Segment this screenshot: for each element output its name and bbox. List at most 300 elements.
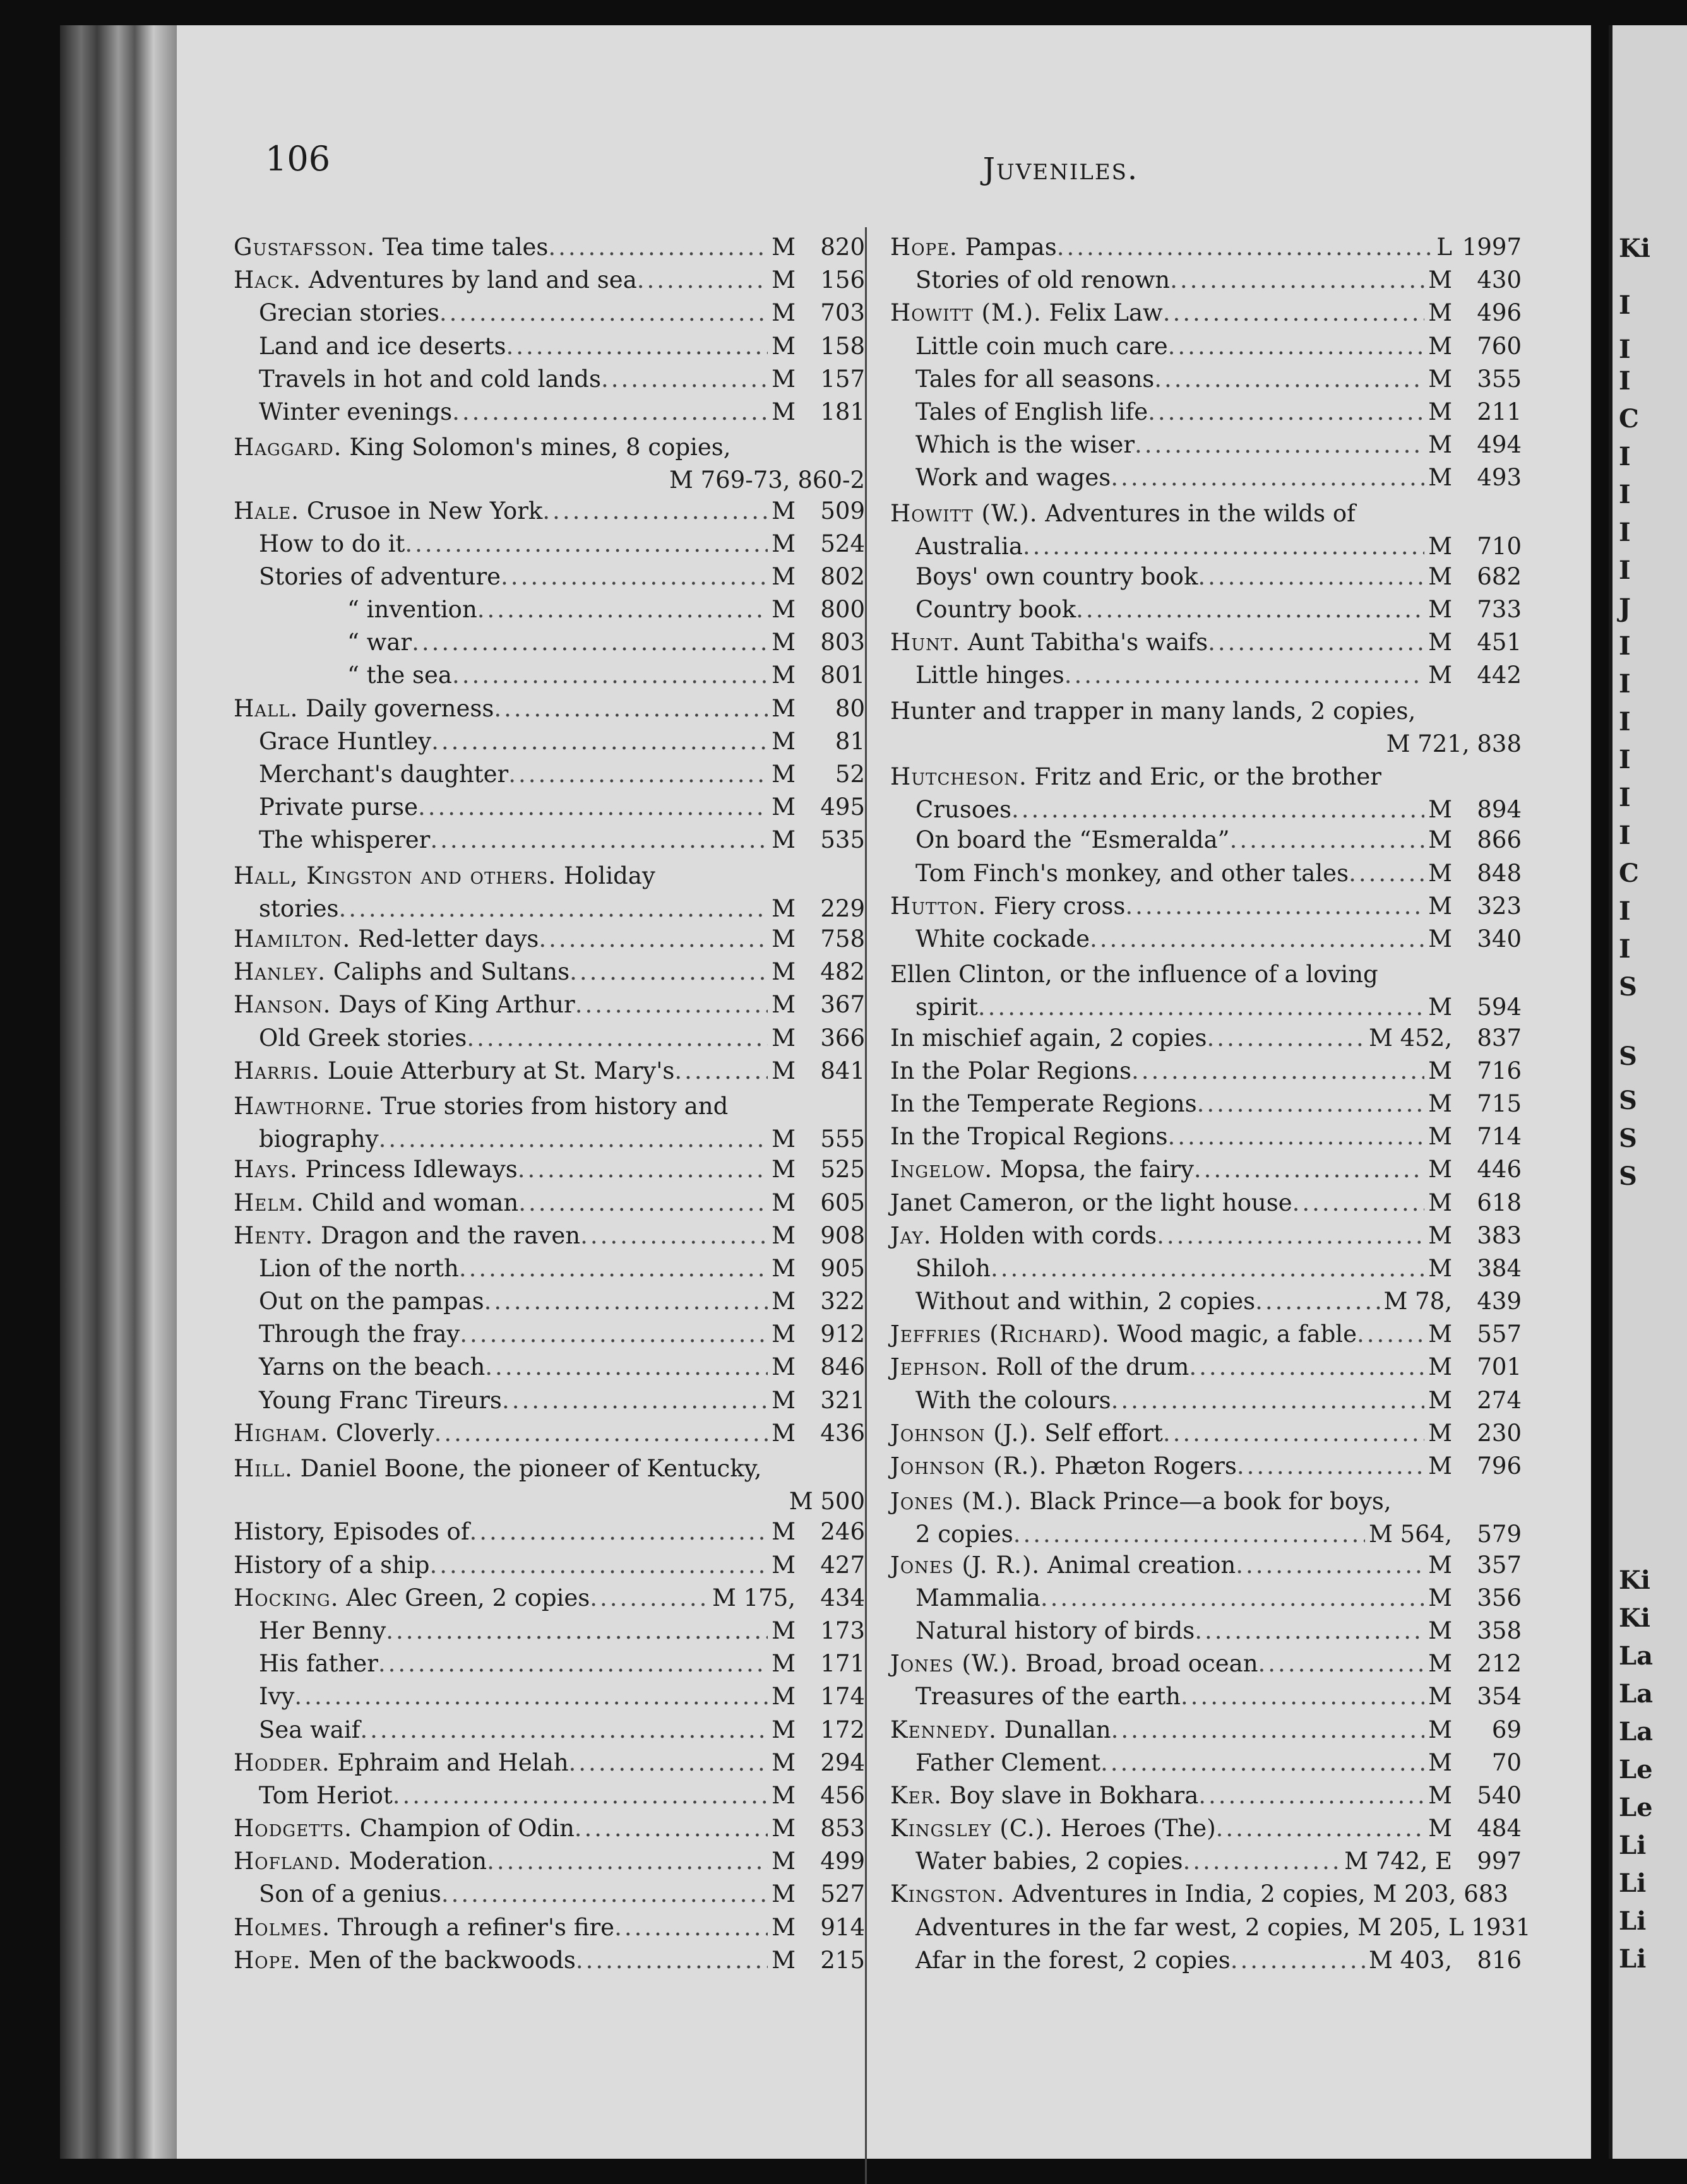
entry-number: 527 [820,1880,865,1908]
dot-leader [429,1552,768,1579]
adjacent-page-letter: S [1619,972,1637,1002]
entry-number: 912 [820,1320,865,1348]
entry-title: Through a refiner's fire [337,1913,615,1941]
entry-title: On board the “Esmeralda” [915,826,1230,854]
entry-location: M [1428,1551,1452,1579]
entry-location: M 78, [1383,1288,1452,1315]
entry-location: M [1428,994,1452,1021]
entry-number: 618 [1477,1189,1522,1216]
catalog-entry [890,695,1522,761]
entry-number: 525 [820,1156,865,1184]
dot-leader [378,1650,768,1677]
catalog-entry [234,826,865,859]
entry-text [890,1552,1236,1579]
entry-text [890,1782,1198,1809]
entry-location: M [772,629,796,656]
entry-number: 714 [1477,1123,1522,1151]
entry-location: M [772,1650,796,1678]
catalog-entry [890,1452,1522,1485]
catalog-entry [890,1255,1522,1288]
catalog-entry [890,464,1522,497]
entry-text [347,596,477,623]
adjacent-page-letter: I [1619,896,1631,926]
catalog-entry [890,1947,1522,1979]
entry-title-continued: Australia [915,532,1023,560]
entry-continuation [890,991,1522,1024]
catalog-entry [234,695,865,728]
catalog-entry [234,1189,865,1222]
entry-first-line [234,860,865,893]
entry-title: Work and wages [915,464,1111,492]
entry-location: M [1428,1452,1452,1480]
entry-text [890,1320,1357,1348]
entry-location: M 175, [712,1584,796,1611]
dot-leader [978,991,1424,1024]
dot-leader [1197,1090,1425,1117]
entry-number: 70 [1491,1748,1522,1776]
entry-text [890,1156,1194,1183]
entry-first-line [890,497,1522,530]
catalog-entry [234,1914,865,1947]
entry-title: Cloverly [335,1419,434,1447]
dot-leader [294,1683,768,1710]
entry-text [259,1716,360,1743]
entry-title: Fritz and Eric, or the brother [1034,763,1381,791]
dot-leader [1090,925,1424,953]
catalog-entry [890,893,1522,925]
dot-leader [1236,1552,1424,1579]
entry-location: M [772,1683,796,1711]
adjacent-page-letter: Le [1619,1755,1653,1784]
entry-location: M [772,894,796,922]
entry-location: M [772,925,796,953]
entry-location: M [772,761,796,788]
entry-text [890,234,1057,261]
dot-leader [434,1420,768,1447]
catalog-entry [890,761,1522,826]
entry-location: M [772,727,796,755]
adjacent-page-letter: I [1619,821,1631,850]
entry-location: M [772,530,796,557]
entry-author: Ker. [890,1781,942,1809]
entry-number: 384 [1477,1254,1522,1282]
entry-location: M [1428,431,1452,459]
adjacent-page-letter: Li [1619,1831,1647,1860]
entry-location: M [1428,662,1452,689]
entry-location: M [1428,1781,1452,1809]
entry-title: His father [259,1650,378,1678]
dot-leader [569,1749,768,1776]
entry-text [915,333,1168,360]
dot-leader [1076,596,1424,623]
entry-title: Grecian stories [259,299,439,327]
entry-location: M [1428,796,1452,824]
dot-leader [405,530,768,557]
entry-location: M [772,991,796,1019]
entry-location: M [1428,464,1452,492]
entry-location: M [772,1518,796,1546]
entry-text [259,728,431,755]
entry-first-line [890,761,1522,793]
dot-leader [1111,464,1424,491]
dot-leader [1349,860,1424,887]
entry-location: M [1428,1815,1452,1843]
dot-leader [518,1156,768,1183]
entry-continuation [234,1123,865,1156]
entry-title: Adventures in India, 2 copies, M 203, 683 [1012,1880,1508,1908]
entry-title: Stories of old renown [915,266,1171,294]
entry-number: 908 [820,1221,865,1249]
entry-location: M [1428,1057,1452,1084]
catalog-entry [890,1815,1522,1848]
entry-number: 594 [1477,994,1522,1021]
catalog-entry [234,1156,865,1189]
entry-number: 156 [820,266,865,294]
dot-leader [1013,1518,1365,1551]
catalog-entry [234,1320,865,1353]
entry-number: 796 [1477,1452,1522,1480]
entry-location: M [772,1353,796,1381]
entry-text [915,1947,1231,1974]
entry-number: 427 [820,1551,865,1579]
dot-leader [1237,1452,1424,1480]
adjacent-page-letter: Li [1619,1906,1647,1936]
entry-title: Country book [915,596,1076,624]
entry-text [890,1880,1508,1908]
entry-text [234,1156,518,1183]
entry-title: Daniel Boone, the pioneer of Kentucky, [300,1455,762,1482]
entry-location: M [772,562,796,590]
entry-author: Jephson. [890,1353,989,1381]
catalog-entry [890,1387,1522,1420]
entry-text [234,1584,590,1611]
dot-leader [1154,365,1424,393]
entry-author: Kingston. [890,1880,1005,1908]
adjacent-page-letter: Li [1619,1944,1647,1974]
entry-location: M [1428,596,1452,624]
adjacent-page-letter: J [1619,593,1631,623]
catalog-entry [890,1420,1522,1452]
entry-title: Without and within, 2 copies [915,1288,1256,1315]
catalog-entry [890,1320,1522,1353]
dot-leader [518,1189,768,1216]
entry-text [890,1452,1237,1480]
entry-number: 997 [1477,1848,1522,1875]
entry-number: 80 [835,694,865,722]
entry-title: Champion of Odin [359,1815,575,1843]
entry-title: True stories from history and [380,1092,729,1120]
entry-text [890,1353,1189,1380]
dot-leader [614,1914,768,1941]
dot-leader [452,398,768,425]
entry-number: 430 [1477,266,1522,294]
catalog-entry [890,1913,1531,1947]
dot-leader [542,497,768,525]
dot-leader [477,596,768,623]
entry-location: M [772,1781,796,1809]
entry-text [234,234,548,261]
catalog-entry [234,1024,865,1057]
entry-title: Ellen Clinton, or the influence of a loving [890,961,1378,988]
entry-author: Howitt (W.). [890,499,1038,527]
entry-author: Howitt (M.). [890,299,1042,327]
entry-author: Helm. [234,1189,304,1216]
entry-location: M [1428,859,1452,887]
entry-text [234,1815,575,1842]
entry-number: 81 [835,727,865,755]
entry-title: Child and woman [311,1189,519,1216]
entry-number: 703 [820,299,865,327]
entry-title: How to do it [259,530,405,557]
entry-number: 820 [820,234,865,261]
entry-text [234,991,575,1018]
entry-title: Little coin much care [915,332,1168,360]
entry-location: M 742, E [1344,1848,1452,1875]
dot-leader [485,1353,768,1380]
entry-author: Hays. [234,1156,298,1184]
entry-number: 701 [1477,1353,1522,1381]
entry-number: 905 [820,1254,865,1282]
dot-leader [1183,1848,1340,1875]
entry-title: Pampas [965,234,1057,261]
adjacent-page-letter: I [1619,783,1631,812]
entry-text [890,893,1125,920]
entry-number: 434 [820,1584,865,1611]
adjacent-page-letter: C [1619,404,1639,434]
entry-number: 366 [820,1024,865,1052]
entry-title: King Solomon's mines, 8 copies, [349,434,731,461]
entry-title: Boys' own country book [915,562,1198,590]
entry-title: Shiloh [915,1254,991,1282]
entry-title: Natural history of birds [915,1617,1195,1644]
catalog-entry [890,1880,1522,1913]
catalog-entry [890,1090,1522,1123]
entry-location: M [1428,1221,1452,1249]
entry-location: M [772,1551,796,1579]
entry-location: M [1428,398,1452,425]
entry-text [234,925,539,953]
entry-title: Roll of the drum [996,1353,1189,1381]
entry-first-line [890,1485,1522,1518]
entry-title: Ephraim and Helah [337,1748,569,1776]
entry-number: 358 [1477,1617,1522,1644]
catalog-entry [234,1848,865,1880]
dot-leader [501,563,768,590]
dot-leader [1181,1683,1424,1710]
entry-text [915,365,1154,393]
entry-title: The whisperer [259,826,431,854]
dot-leader [1189,1353,1424,1380]
dot-leader [1357,1320,1424,1348]
entry-title: Treasures of the earth [915,1683,1181,1711]
dot-leader [467,1024,768,1052]
entry-text [915,1848,1183,1875]
entry-text [234,1420,434,1447]
catalog-entry [890,1156,1522,1189]
entry-text [915,662,1064,689]
entry-number: 499 [820,1848,865,1875]
book-spine-edge [60,25,177,2159]
entry-text [915,266,1170,294]
dot-leader [580,1222,768,1249]
entry-title: Father Clement [915,1748,1100,1776]
entry-location: M [1428,1650,1452,1678]
entry-location: M [772,1716,796,1743]
catalog-entry [890,1123,1522,1156]
entry-number: 158 [820,332,865,360]
entry-location: M [772,793,796,821]
adjacent-page-letter: I [1619,631,1631,661]
entry-number: 758 [820,925,865,953]
entry-title: Self effort [1044,1419,1163,1447]
dot-leader [1231,1947,1365,1974]
dot-leader [494,695,768,722]
entry-number: 605 [820,1189,865,1216]
entry-text [259,1288,484,1315]
entry-author: Harris. [234,1057,321,1084]
dot-leader [1198,563,1424,590]
entry-text [915,1749,1100,1776]
entry-number: 436 [820,1419,865,1447]
entry-title: Tales for all seasons [915,365,1155,393]
entry-title: Broad, broad ocean [1025,1650,1258,1678]
entry-location: M [1428,299,1452,327]
dot-leader [459,1255,768,1282]
adjacent-page-letter: I [1619,669,1631,699]
entry-author: Hope. [890,234,958,261]
adjacent-page-letter: I [1619,745,1631,774]
entry-text [890,1090,1197,1117]
dot-leader [548,234,768,261]
entry-author: Jones (W.). [890,1650,1018,1678]
adjacent-page-letter: Ki [1619,1565,1650,1595]
dot-leader [575,1815,768,1842]
adjacent-page-letter: La [1619,1717,1654,1747]
entry-location: M [1428,826,1452,854]
entry-location: M 564, [1368,1521,1452,1548]
entry-number: 484 [1477,1815,1522,1843]
entry-location: M [772,234,796,261]
entry-title: Moderation [349,1848,487,1875]
entry-title: In mischief again, 2 copies [890,1024,1207,1052]
catalog-entry [234,1650,865,1683]
entry-location: M [772,1386,796,1414]
catalog-entry [890,1353,1522,1386]
entry-author: Hodgetts. [234,1815,352,1843]
entry-title: Louie Atterbury at St. Mary's [327,1057,675,1084]
catalog-entry [234,1387,865,1420]
entry-number: 579 [1477,1521,1522,1548]
entry-first-line [234,1090,865,1123]
catalog-entry [234,958,865,991]
catalog-entry [890,497,1522,563]
catalog-entry [234,563,865,596]
entry-location: M [1428,892,1452,920]
catalog-entry [234,266,865,299]
catalog-entry [234,761,865,793]
adjacent-page-letter: C [1619,858,1639,888]
entry-text [890,1189,1292,1216]
entry-title: Grace Huntley [259,727,432,755]
entry-author: Jay. [890,1221,932,1249]
entry-title: Adventures by land and sea [308,266,637,294]
entry-title: Red-letter days [358,925,539,953]
entry-title: Crusoe in New York [306,497,543,525]
entry-location: M [772,1320,796,1348]
dot-leader [1258,1650,1425,1677]
catalog-entry [890,365,1522,398]
dot-leader [431,728,768,755]
entry-number: 509 [820,497,865,525]
column-divider [865,227,867,2184]
entry-number: 355 [1477,365,1522,393]
entry-text [259,398,452,425]
entry-location: M [772,1748,796,1776]
entry-number: 69 [1491,1716,1522,1743]
entry-title: Boy slave in Bokhara [949,1781,1199,1809]
adjacent-page-letter: I [1619,934,1631,964]
entry-text [234,1189,518,1216]
page-header: Juveniles. [982,151,1139,187]
entry-text [259,1255,459,1282]
entry-title: In the Temperate Regions [890,1089,1197,1117]
entry-location: M 403, [1368,1946,1452,1974]
entry-text [890,1420,1163,1447]
entry-number: 446 [1477,1156,1522,1184]
entry-location: M [1428,562,1452,590]
catalog-entry [234,1090,865,1156]
entry-title: Daily governess [306,694,494,722]
entry-author: Jeffries (Richard). [890,1320,1110,1348]
entry-location: M [772,299,796,327]
dot-leader [1163,1420,1424,1447]
dot-leader [1023,530,1424,563]
catalog-entry [890,629,1522,662]
entry-number: 866 [1477,826,1522,854]
entry-text [915,925,1090,953]
entry-number: 715 [1477,1089,1522,1117]
entry-location: M [1428,1748,1452,1776]
entry-text [347,662,452,689]
entry-location: M [1428,1683,1452,1711]
entry-location: M [1428,1386,1452,1414]
entry-author: Hodder. [234,1748,330,1776]
entry-title: Adventures in the wilds of [1045,499,1356,527]
catalog-entry [234,1782,865,1815]
entry-title: Her Benny [259,1617,386,1644]
dot-leader [575,991,768,1018]
entry-number: 246 [820,1518,865,1546]
dot-leader [539,925,768,953]
entry-location: M [1428,365,1452,393]
adjacent-page-letter: I [1619,366,1631,396]
dot-leader [1125,893,1424,920]
dot-leader [506,333,768,360]
adjacent-page-letter: S [1619,1086,1637,1115]
entry-author: Hofland. [234,1848,342,1875]
entry-text [915,860,1349,887]
catalog-entry [234,1288,865,1320]
entry-title: Caliphs and Sultans [333,958,570,986]
entry-continuation [890,1518,1522,1551]
catalog-entry [234,530,865,563]
entry-title: Adventures in the far west, 2 copies, M 205, L 1931 [915,1913,1531,1941]
entry-text [915,1914,1531,1941]
catalog-entry [890,1552,1522,1584]
entry-location: M [1428,1320,1452,1348]
entry-number: 837 [1477,1024,1522,1052]
entry-text [890,1650,1258,1677]
